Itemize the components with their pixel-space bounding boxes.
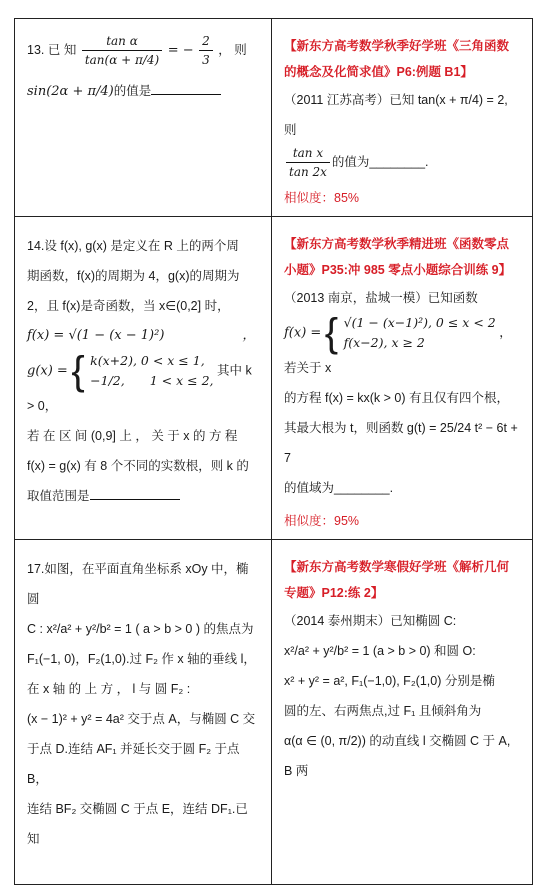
question-13-cell: 13. 已 知 $\frac{\text{tan α}}{\tan(\alpha + \pi/4)}$ = − $\frac{2}{3}$ ， 则 sin(2α + π/4)的值是 (15, 19, 272, 217)
q13-rhs-fraction: $\frac{2}{3}$ (199, 33, 213, 68)
q13-similarity: 相似度：85% (284, 191, 360, 205)
q14-f-definition: f(x) = { √(1 − (x−1)²), 0 ≤ x < 2 f(x−2), x ≥ 2 ，若关于 x (284, 311, 512, 375)
table-row (15, 540, 533, 885)
brace-icon: { (324, 311, 339, 355)
source-13-cell: 【新东方高考数学秋季好学班《三角函数的概念及化简求值》P6:例题 B1】 （2011 江苏高考）已知 tan(x + π/4) = 2, 则 $\frac{\text{tan x}}{\tan 2x}$ 的值为________. 相似度：85% (272, 19, 533, 217)
brace-icon: { (71, 349, 85, 393)
q17-source: 【新东方高考数学寒假好学班《解析几何专题》P12:练 2】 (284, 560, 510, 600)
q13-right-fraction: $\frac{\text{tan x}}{\tan 2x}$ (286, 145, 330, 180)
answer-blank (90, 485, 180, 500)
table-row (15, 217, 533, 540)
q14-g-definition: g(x) = { k(x+2), 0 < x ≤ 1, −1/2, 1 < x ≤ 2, 其中 k > 0， (27, 349, 252, 413)
comparison-table (14, 18, 533, 885)
document-page (14, 18, 530, 846)
q13-prefix: 13. 已 知 (27, 42, 77, 57)
q13-fraction: $\frac{\text{tan α}}{\tan(\alpha + \pi/4)}$ (82, 33, 162, 68)
answer-blank (151, 80, 221, 95)
question-17-cell: 17.如图，在平面直角坐标系 xOy 中，椭圆 C : x²/a² + y²/b² = 1 ( a > b > 0 ) 的焦点为 F₁(−1, 0)，F₂(1,0).过 F₂ 作 x 轴的垂线 l， 在 x 轴 的 上 方 ， l 与 圆 F₂ : (x − 1)² + y² = 4a² 交于点 A，与椭圆 C 交 于点 D.连结 AF₁ 并延长交于圆 F₂ 于点 B， 连结 BF₂ 交椭圆 C 于点 E，连结 DF₁.已知 (15, 540, 272, 885)
question-14-cell: 14.设 f(x), g(x) 是定义在 R 上的两个周 期函数，f(x)的周期为 4，g(x)的周期为 2，且 f(x)是奇函数，当 x∈(0,2] 时， f(x) = √(1 − (x − 1)²) ， g(x) = { k(x+2), 0 < x ≤ 1, −1/2, 1 < x ≤ 2, 其中 k > 0， 若 在 区 间 (0,9] 上 ， 关 于 x 的 方 程 f(x) = g(x) 有 8 个不同的实数根，则 k 的 取值范围是 (15, 217, 272, 540)
q13-expression: sin(2α + π/4) (27, 84, 114, 99)
source-14-cell: 【新东方高考数学秋季精进班《函数零点小题》P35:冲 985 零点小题综合训练 9】 （2013 南京，盐城一模）已知函数 f(x) = { √(1 − (x−1)²), 0 ≤ x < 2 f(x−2), x ≥ 2 ，若关于 x 的方程 f(x) = kx(k > 0) 有且仅有四个根， 其最大根为 t，则函数 g(t) = 25/24 t² − 6t + 7 的值域为________. 相似度：95% (272, 217, 533, 540)
q13-source: 【新东方高考数学秋季好学班《三角函数的概念及化简求值》P6:例题 B1】 (284, 39, 510, 79)
q14-similarity: 相似度：95% (284, 514, 360, 528)
q13-right-line1: （2011 江苏高考）已知 tan(x + π/4) = 2, 则 (284, 93, 508, 137)
table-row (15, 19, 533, 217)
q14-source: 【新东方高考数学秋季精进班《函数零点小题》P35:冲 985 零点小题综合训练 9】 (284, 237, 512, 277)
source-17-cell: 【新东方高考数学寒假好学班《解析几何专题》P12:练 2】 （2014 泰州期末）已知椭圆 C: x²/a² + y²/b² = 1 (a > b > 0) 和圆 O: x² + y² = a², F₁(−1,0), F₂(1,0) 分别是椭 圆的左、右两焦点,过 F₁ 且倾斜角为 α(α ∈ (0, π/2)) 的动直线 l 交椭圆 C 于 A, B 两 (272, 540, 533, 885)
